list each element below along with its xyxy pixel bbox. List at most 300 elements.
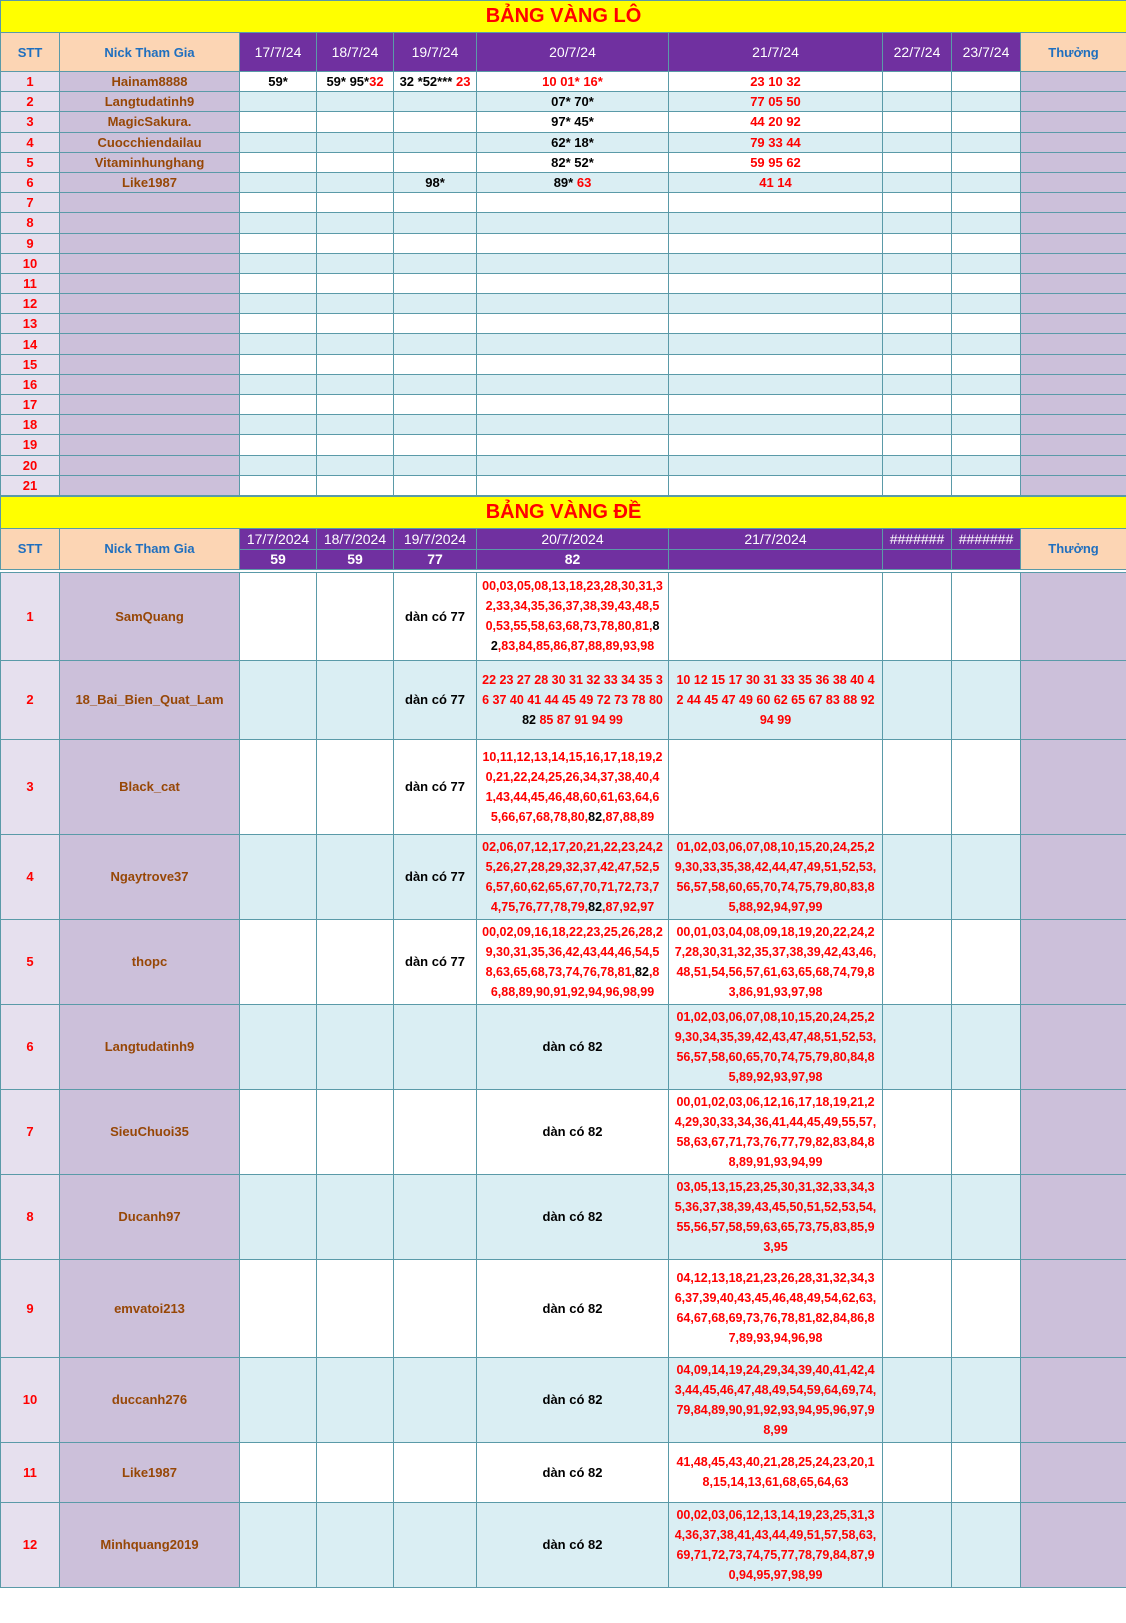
lo-cell [883, 213, 952, 233]
lo-entry: 97* 45* [551, 114, 594, 130]
de-cell [883, 660, 952, 739]
lo-header-date: 22/7/24 [883, 33, 952, 72]
row-prize [1021, 834, 1126, 919]
de-cell-list [669, 1004, 883, 1089]
de-row [1, 1174, 1126, 1259]
de-cell [883, 1442, 952, 1502]
de-cell [883, 919, 952, 1004]
dan-label: dàn có 77 [405, 692, 465, 708]
row-prize [1021, 132, 1126, 152]
de-cell [883, 1259, 952, 1357]
lo-cell [669, 415, 883, 435]
lo-cell [883, 334, 952, 354]
lo-cell [394, 334, 477, 354]
row-stt: 14 [1, 334, 60, 354]
de-row [1, 1502, 1126, 1587]
de-list: 00,01,02,03,06,12,16,17,18,19,21,24,29,30,33,34,36,41,44,45,49,55,57,58,63,67,71,73,76,77,79,82,83,84,88,89,91,93,94,99 [674, 1094, 877, 1169]
lo-cell [883, 92, 952, 112]
row-stt: 15 [1, 354, 60, 374]
row-stt: 11 [1, 1442, 60, 1502]
de-list: 01,02,03,06,07,08,10,15,20,24,25,29,30,33,35,38,42,44,47,49,51,52,53,56,57,58,60,65,70,74,75,79,80,83,85,88,92,94,97,99 [674, 839, 877, 914]
de-cell-list [669, 660, 883, 739]
lo-cell [394, 435, 477, 455]
row-stt: 7 [1, 1089, 60, 1174]
lo-cell [952, 334, 1021, 354]
lo-cell [477, 435, 669, 455]
dan-label: dàn có 82 [542, 1464, 603, 1480]
row-prize [1021, 1357, 1126, 1442]
lo-cell [669, 92, 883, 112]
row-stt: 12 [1, 1502, 60, 1587]
row-prize [1021, 1442, 1126, 1502]
de-cell-dan-82 [477, 1004, 669, 1089]
lo-cell [317, 334, 394, 354]
lo-cell [477, 273, 669, 293]
lo-cell [669, 354, 883, 374]
lo-cell [394, 193, 477, 213]
lo-cell [883, 193, 952, 213]
de-cell [883, 1174, 952, 1259]
row-nick: Cuocchiendailau [60, 132, 240, 152]
lo-cell [477, 294, 669, 314]
lo-cell [394, 294, 477, 314]
lo-entry: 59* [268, 74, 288, 90]
de-cell [394, 1357, 477, 1442]
de-row [1, 739, 1126, 834]
lo-cell [669, 172, 883, 192]
lo-cell [240, 112, 317, 132]
dan-label: dàn có 82 [542, 1537, 603, 1553]
lo-cell [952, 475, 1021, 495]
row-prize [1021, 1089, 1126, 1174]
lo-row [1, 92, 1126, 112]
de-row [1, 1259, 1126, 1357]
row-prize [1021, 193, 1126, 213]
row-prize [1021, 1174, 1126, 1259]
de-cell [883, 1357, 952, 1442]
lo-cell [477, 112, 669, 132]
row-prize [1021, 334, 1126, 354]
lo-cell [240, 455, 317, 475]
de-header-date: 21/7/2024 [669, 528, 883, 549]
lo-cell [883, 374, 952, 394]
lo-entry-hit: 23 [455, 74, 471, 90]
lo-cell [952, 112, 1021, 132]
lo-cell [952, 374, 1021, 394]
lo-cell [883, 475, 952, 495]
lo-cell [240, 132, 317, 152]
de-list: 02,06,07,12,17,20,21,22,23,24,25,26,27,28,29,32,37,42,47,52,56,57,60,62,65,67,70,71,72,73,74,75,76,77,78,79, [482, 839, 663, 914]
de-cell-list [669, 834, 883, 919]
lo-cell [669, 395, 883, 415]
lo-cell [669, 193, 883, 213]
de-list: 03,05,13,15,23,25,30,31,32,33,34,35,36,37,38,39,43,45,50,51,52,53,54,55,56,57,58,59,63,65,73,75,83,85,93,95 [674, 1179, 877, 1254]
lo-cell [669, 435, 883, 455]
row-prize [1021, 395, 1126, 415]
de-header-date: 18/7/2024 [317, 528, 394, 549]
de-cell [240, 660, 317, 739]
lo-cell [394, 152, 477, 172]
row-nick [60, 314, 240, 334]
lo-cell [477, 152, 669, 172]
de-cell [240, 572, 317, 660]
lo-cell [883, 172, 952, 192]
lo-entry: 77 05 50 [750, 94, 801, 110]
lo-row [1, 152, 1126, 172]
row-prize [1021, 455, 1126, 475]
lo-cell [883, 314, 952, 334]
lo-cell [240, 152, 317, 172]
lo-cell [883, 354, 952, 374]
row-stt: 6 [1, 172, 60, 192]
row-nick: 18_Bai_Bien_Quat_Lam [60, 660, 240, 739]
lo-entry-hit: 32 [369, 74, 384, 90]
row-prize [1021, 1259, 1126, 1357]
row-stt: 4 [1, 834, 60, 919]
lo-cell [883, 415, 952, 435]
lo-cell [477, 415, 669, 435]
row-stt: 9 [1, 1259, 60, 1357]
row-stt: 20 [1, 455, 60, 475]
lo-cell [394, 314, 477, 334]
lo-cell [669, 112, 883, 132]
de-cell-list [477, 919, 669, 1004]
de-cell [317, 1089, 394, 1174]
lo-cell [477, 314, 669, 334]
de-cell [952, 660, 1021, 739]
lo-cell [669, 334, 883, 354]
row-stt: 17 [1, 395, 60, 415]
lo-cell [240, 395, 317, 415]
lo-cell [883, 455, 952, 475]
de-header-date: ####### [952, 528, 1021, 549]
de-cell-list [669, 1259, 883, 1357]
lo-cell [317, 233, 394, 253]
lo-header-date: 23/7/24 [952, 33, 1021, 72]
lo-cell [317, 273, 394, 293]
lo-row [1, 294, 1126, 314]
lo-cell [394, 72, 477, 92]
de-cell [317, 1442, 394, 1502]
lo-entry: 59* 95* [326, 74, 370, 90]
lo-cell [240, 475, 317, 495]
de-cell-dan-82 [477, 1502, 669, 1587]
de-list-hit: 82 [635, 964, 649, 979]
lo-cell [317, 213, 394, 233]
de-cell [240, 834, 317, 919]
lo-header-date: 18/7/24 [317, 33, 394, 72]
de-cell [240, 739, 317, 834]
de-cell [240, 1174, 317, 1259]
lo-cell [952, 354, 1021, 374]
de-cell [317, 1004, 394, 1089]
lo-cell [477, 92, 669, 112]
de-cell-dan-82 [477, 1259, 669, 1357]
de-cell [952, 572, 1021, 660]
lo-entry: 98* [425, 175, 445, 191]
de-cell-list [477, 834, 669, 919]
lo-cell [317, 415, 394, 435]
row-stt: 10 [1, 1357, 60, 1442]
row-prize [1021, 660, 1126, 739]
lo-row [1, 172, 1126, 192]
lo-cell [317, 294, 394, 314]
lo-entry: 23 10 32 [750, 74, 801, 90]
row-stt: 9 [1, 233, 60, 253]
row-nick [60, 253, 240, 273]
row-stt: 7 [1, 193, 60, 213]
lo-row [1, 132, 1126, 152]
lo-row [1, 253, 1126, 273]
row-stt: 5 [1, 152, 60, 172]
row-nick [60, 354, 240, 374]
de-header-prize: Thưởng [1021, 528, 1126, 569]
row-prize [1021, 92, 1126, 112]
lo-cell [240, 72, 317, 92]
de-cell [317, 1502, 394, 1587]
de-row [1, 834, 1126, 919]
de-header-date: 20/7/2024 [477, 528, 669, 549]
de-list: ,87,92,97 [602, 899, 655, 914]
row-nick: SamQuang [60, 572, 240, 660]
de-cell [394, 1259, 477, 1357]
lo-cell [883, 132, 952, 152]
lo-cell [394, 415, 477, 435]
row-stt: 2 [1, 660, 60, 739]
de-result [952, 549, 1021, 569]
lo-cell [240, 314, 317, 334]
de-cell-list [669, 1089, 883, 1174]
lo-cell [394, 475, 477, 495]
de-cell [883, 1502, 952, 1587]
de-cell [952, 834, 1021, 919]
de-cell-list [669, 1502, 883, 1587]
de-list: ,87,88,89 [602, 809, 655, 824]
de-cell [952, 1502, 1021, 1587]
lo-cell [317, 395, 394, 415]
lo-cell [394, 132, 477, 152]
lo-header-date: 21/7/24 [669, 33, 883, 72]
de-cell-dan-77 [394, 919, 477, 1004]
lo-cell [317, 435, 394, 455]
de-row [1, 919, 1126, 1004]
de-cell-list [477, 572, 669, 660]
lo-cell [317, 314, 394, 334]
lo-cell [883, 435, 952, 455]
row-prize [1021, 919, 1126, 1004]
row-stt: 1 [1, 72, 60, 92]
row-prize [1021, 572, 1126, 660]
lo-header-date: 17/7/24 [240, 33, 317, 72]
de-cell [317, 1174, 394, 1259]
de-cell-dan-82 [477, 1174, 669, 1259]
lo-cell [394, 455, 477, 475]
row-prize [1021, 112, 1126, 132]
de-cell-dan-77 [394, 660, 477, 739]
lo-entry-hit: 63 [576, 175, 592, 191]
row-nick [60, 213, 240, 233]
de-cell [394, 1089, 477, 1174]
lo-cell [477, 374, 669, 394]
lo-entry: 62* 18* [551, 134, 594, 150]
de-result [669, 549, 883, 569]
de-cell [952, 1442, 1021, 1502]
lo-row [1, 455, 1126, 475]
de-result: 59 [240, 549, 317, 569]
lo-header-prize: Thưởng [1021, 33, 1126, 72]
lo-cell [477, 72, 669, 92]
row-stt: 3 [1, 112, 60, 132]
lo-cell [317, 92, 394, 112]
de-cell [394, 1502, 477, 1587]
row-stt: 11 [1, 273, 60, 293]
de-row [1, 1089, 1126, 1174]
de-cell-list [669, 572, 883, 660]
lo-cell [952, 314, 1021, 334]
de-cell [952, 1004, 1021, 1089]
dan-label: dàn có 82 [542, 1124, 603, 1140]
de-list-hit: 82 [522, 712, 536, 727]
de-row [1, 1442, 1126, 1502]
row-prize [1021, 415, 1126, 435]
lo-cell [477, 233, 669, 253]
row-stt: 3 [1, 739, 60, 834]
row-stt: 13 [1, 314, 60, 334]
row-prize [1021, 475, 1126, 495]
row-nick [60, 273, 240, 293]
row-nick [60, 374, 240, 394]
lo-entry: 41 14 [759, 175, 792, 191]
de-cell-list [669, 1174, 883, 1259]
lo-cell [317, 112, 394, 132]
de-cell-list [669, 919, 883, 1004]
de-list: 10,11,12,13,14,15,16,17,18,19,20,21,22,24,25,26,34,37,38,40,41,43,44,45,46,48,60,61,63,64,65,66,67,68,78,80, [482, 749, 663, 824]
de-result: 77 [394, 549, 477, 569]
row-nick: Hainam8888 [60, 72, 240, 92]
row-nick [60, 395, 240, 415]
lo-cell [669, 72, 883, 92]
row-prize [1021, 233, 1126, 253]
de-cell [317, 834, 394, 919]
lo-cell [952, 72, 1021, 92]
lo-row [1, 354, 1126, 374]
lo-cell [952, 132, 1021, 152]
lo-cell [240, 334, 317, 354]
lo-cell [669, 475, 883, 495]
lo-cell [317, 172, 394, 192]
de-list: 00,02,03,06,12,13,14,19,23,25,31,34,36,37,38,41,43,44,49,51,57,58,63,69,71,72,73,74,75,77,78,79,84,87,90,94,95,97,98,99 [674, 1507, 877, 1582]
lo-cell [883, 152, 952, 172]
lo-cell [883, 273, 952, 293]
lo-cell [394, 273, 477, 293]
lo-row [1, 435, 1126, 455]
dan-label: dàn có 77 [405, 608, 465, 624]
row-nick: SieuChuoi35 [60, 1089, 240, 1174]
lo-cell [394, 92, 477, 112]
lo-cell [952, 273, 1021, 293]
de-list-hit: 82 [588, 809, 603, 824]
row-stt: 1 [1, 572, 60, 660]
lo-entry: 44 20 92 [750, 114, 801, 130]
dan-label: dàn có 77 [405, 954, 465, 970]
row-stt: 4 [1, 132, 60, 152]
lo-cell [952, 213, 1021, 233]
de-list: 41,48,45,43,40,21,28,25,24,23,20,18,15,14,13,61,68,65,64,63 [676, 1455, 875, 1490]
de-cell-dan-82 [477, 1089, 669, 1174]
de-result: 59 [317, 549, 394, 569]
lo-entry: 79 33 44 [750, 134, 801, 150]
lo-row [1, 112, 1126, 132]
de-cell [240, 1357, 317, 1442]
de-header-date: 19/7/2024 [394, 528, 477, 549]
de-cell [883, 1004, 952, 1089]
lo-cell [952, 152, 1021, 172]
de-cell [317, 572, 394, 660]
row-prize [1021, 314, 1126, 334]
de-cell [317, 919, 394, 1004]
de-cell-dan-82 [477, 1357, 669, 1442]
lo-cell [952, 172, 1021, 192]
lo-cell [317, 132, 394, 152]
lo-cell [240, 253, 317, 273]
lo-cell [317, 193, 394, 213]
de-list: 22 23 27 28 30 31 32 33 34 35 36 37 40 41 44 45 49 72 73 78 80 [482, 672, 663, 707]
lo-entry: 82* 52* [551, 154, 594, 170]
lo-cell [394, 172, 477, 192]
de-cell-dan-77 [394, 834, 477, 919]
de-cell [317, 739, 394, 834]
lo-cell [317, 475, 394, 495]
lo-cell [669, 455, 883, 475]
de-row [1, 1004, 1126, 1089]
lo-cell [477, 132, 669, 152]
lo-cell [317, 455, 394, 475]
row-nick: Like1987 [60, 1442, 240, 1502]
de-cell [952, 739, 1021, 834]
lo-cell [240, 193, 317, 213]
lo-row [1, 314, 1126, 334]
row-prize [1021, 172, 1126, 192]
lo-cell [952, 193, 1021, 213]
row-stt: 8 [1, 213, 60, 233]
lo-cell [883, 233, 952, 253]
row-stt: 2 [1, 92, 60, 112]
row-prize [1021, 435, 1126, 455]
de-cell [240, 1089, 317, 1174]
de-cell [240, 1442, 317, 1502]
de-header-nick: Nick Tham Gia [60, 528, 240, 569]
lo-cell [240, 273, 317, 293]
lo-cell [317, 374, 394, 394]
de-cell-dan-77 [394, 739, 477, 834]
row-nick: thopc [60, 919, 240, 1004]
de-cell [317, 1259, 394, 1357]
lo-cell [952, 435, 1021, 455]
row-nick [60, 334, 240, 354]
lo-row [1, 395, 1126, 415]
lo-cell [394, 112, 477, 132]
row-prize [1021, 1004, 1126, 1089]
row-prize [1021, 354, 1126, 374]
lo-cell [240, 92, 317, 112]
lo-row [1, 374, 1126, 394]
de-list: 04,09,14,19,24,29,34,39,40,41,42,43,44,45,46,47,48,49,54,59,64,69,74,79,84,89,90,91,92,93,94,95,96,97,98,99 [674, 1362, 877, 1437]
de-cell-list [669, 739, 883, 834]
lo-entry: 89* [553, 175, 574, 191]
de-table [0, 496, 1126, 1588]
lo-cell [477, 253, 669, 273]
de-result: 82 [477, 549, 669, 569]
